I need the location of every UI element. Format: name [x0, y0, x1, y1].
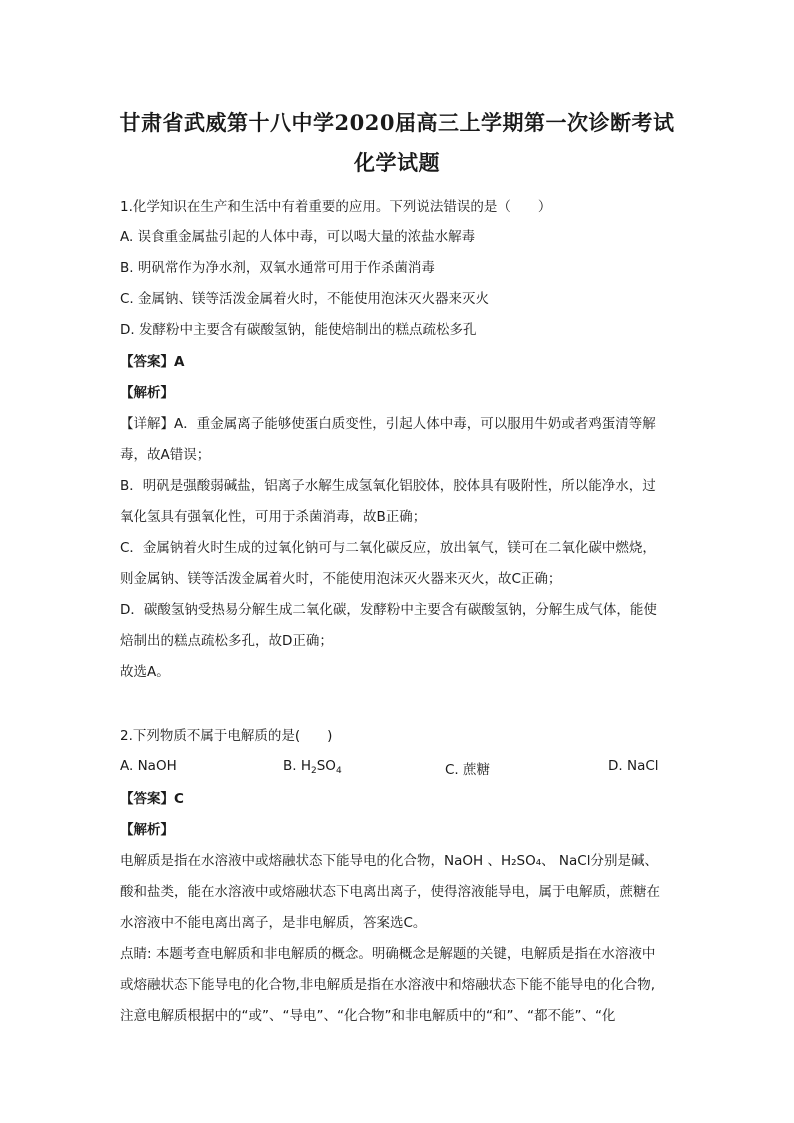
- question-1-detail-line: 氧化氢具有强氧化性，可用于杀菌消毒，故B正确；: [120, 509, 427, 525]
- question-2-option-a: A. NaOH: [120, 758, 177, 774]
- question-2-analysis-line: 注意电解质根据中的“或”、“导电”、“化合物”和非电解质中的“和”、“都不能”、“化: [120, 1008, 616, 1024]
- question-2-analysis-line: 电解质是指在水溶液中或熔融状态下能导电的化合物，NaOH 、H₂SO₄、 NaCl分别是碱、: [120, 853, 658, 869]
- document-title: 甘肃省武威第十八中学2020届高三上学期第一次诊断考试: [119, 110, 675, 135]
- question-1-detail-line: 【详解】A．重金属离子能够使蛋白质变性，引起人体中毒，可以服用牛奶或者鸡蛋清等解: [120, 416, 656, 432]
- question-1-detail-line: D．碳酸氢钠受热易分解生成二氧化碳，发酵粉中主要含有碳酸氢钠，分解生成气体，能使: [120, 602, 657, 618]
- question-2-analysis-label: 【解析】: [120, 822, 174, 838]
- question-2-option-d: D. NaCl: [608, 758, 659, 774]
- question-1-option-c: C. 金属钠、镁等活泼金属着火时，不能使用泡沫灭火器来灭火: [120, 291, 490, 307]
- question-1-option-b: B. 明矾常作为净水剂，双氧水通常可用于作杀菌消毒: [120, 260, 435, 276]
- question-2-analysis-line: 水溶液中不能电离出离子，是非电解质，答案选C。: [120, 915, 427, 931]
- question-1-detail-line: 则金属钠、镁等活泼金属着火时，不能使用泡沫灭火器来灭火，故C正确；: [120, 571, 562, 587]
- question-1-detail-line: B．明矾是强酸弱碱盐，铝离子水解生成氢氧化铝胶体，胶体具有吸附性，所以能净水，过: [120, 478, 656, 494]
- question-2-option-c: C. 蔗糖: [445, 762, 491, 778]
- question-2-analysis-line: 酸和盐类，能在水溶液中或熔融状态下电离出离子，使得溶液能导电，属于电解质，蔗糖在: [120, 884, 660, 900]
- document-subtitle: 化学试题: [354, 150, 440, 175]
- question-1-detail-line: C．金属钠着火时生成的过氧化钠可与二氧化碳反应，放出氧气，镁可在二氧化碳中燃烧，: [120, 540, 656, 556]
- question-2-options: [120, 758, 680, 778]
- question-1-stem: 1.化学知识在生产和生活中有着重要的应用。下列说法错误的是（ ）: [120, 199, 552, 215]
- question-2-analysis-line: 点睛: 本题考查电解质和非电解质的概念。明确概念是解题的关键，电解质是指在水溶液中: [120, 946, 656, 962]
- question-1-option-d: D. 发酵粉中主要含有碳酸氢钠，能使焙制出的糕点疏松多孔: [120, 322, 477, 338]
- question-1-analysis-label: 【解析】: [120, 385, 174, 401]
- question-1-detail-line: 故选A。: [120, 664, 170, 680]
- question-2-option-b: B. $H_2SO_4$: [283, 758, 342, 776]
- question-1-detail-line: 焙制出的糕点疏松多孔，故D正确；: [120, 633, 333, 649]
- question-2-analysis-line: 或熔融状态下能导电的化合物,非电解质是指在水溶液中和熔融状态下能不能导电的化合物,: [120, 977, 656, 993]
- question-2-stem: 2.下列物质不属于电解质的是( ): [120, 728, 333, 744]
- question-2-answer: 【答案】C: [120, 791, 184, 807]
- question-1-answer: 【答案】A: [120, 354, 185, 370]
- question-1-option-a: A. 误食重金属盐引起的人体中毒，可以喝大量的浓盐水解毒: [120, 229, 476, 245]
- question-1-detail-line: 毒，故A错误；: [120, 447, 211, 463]
